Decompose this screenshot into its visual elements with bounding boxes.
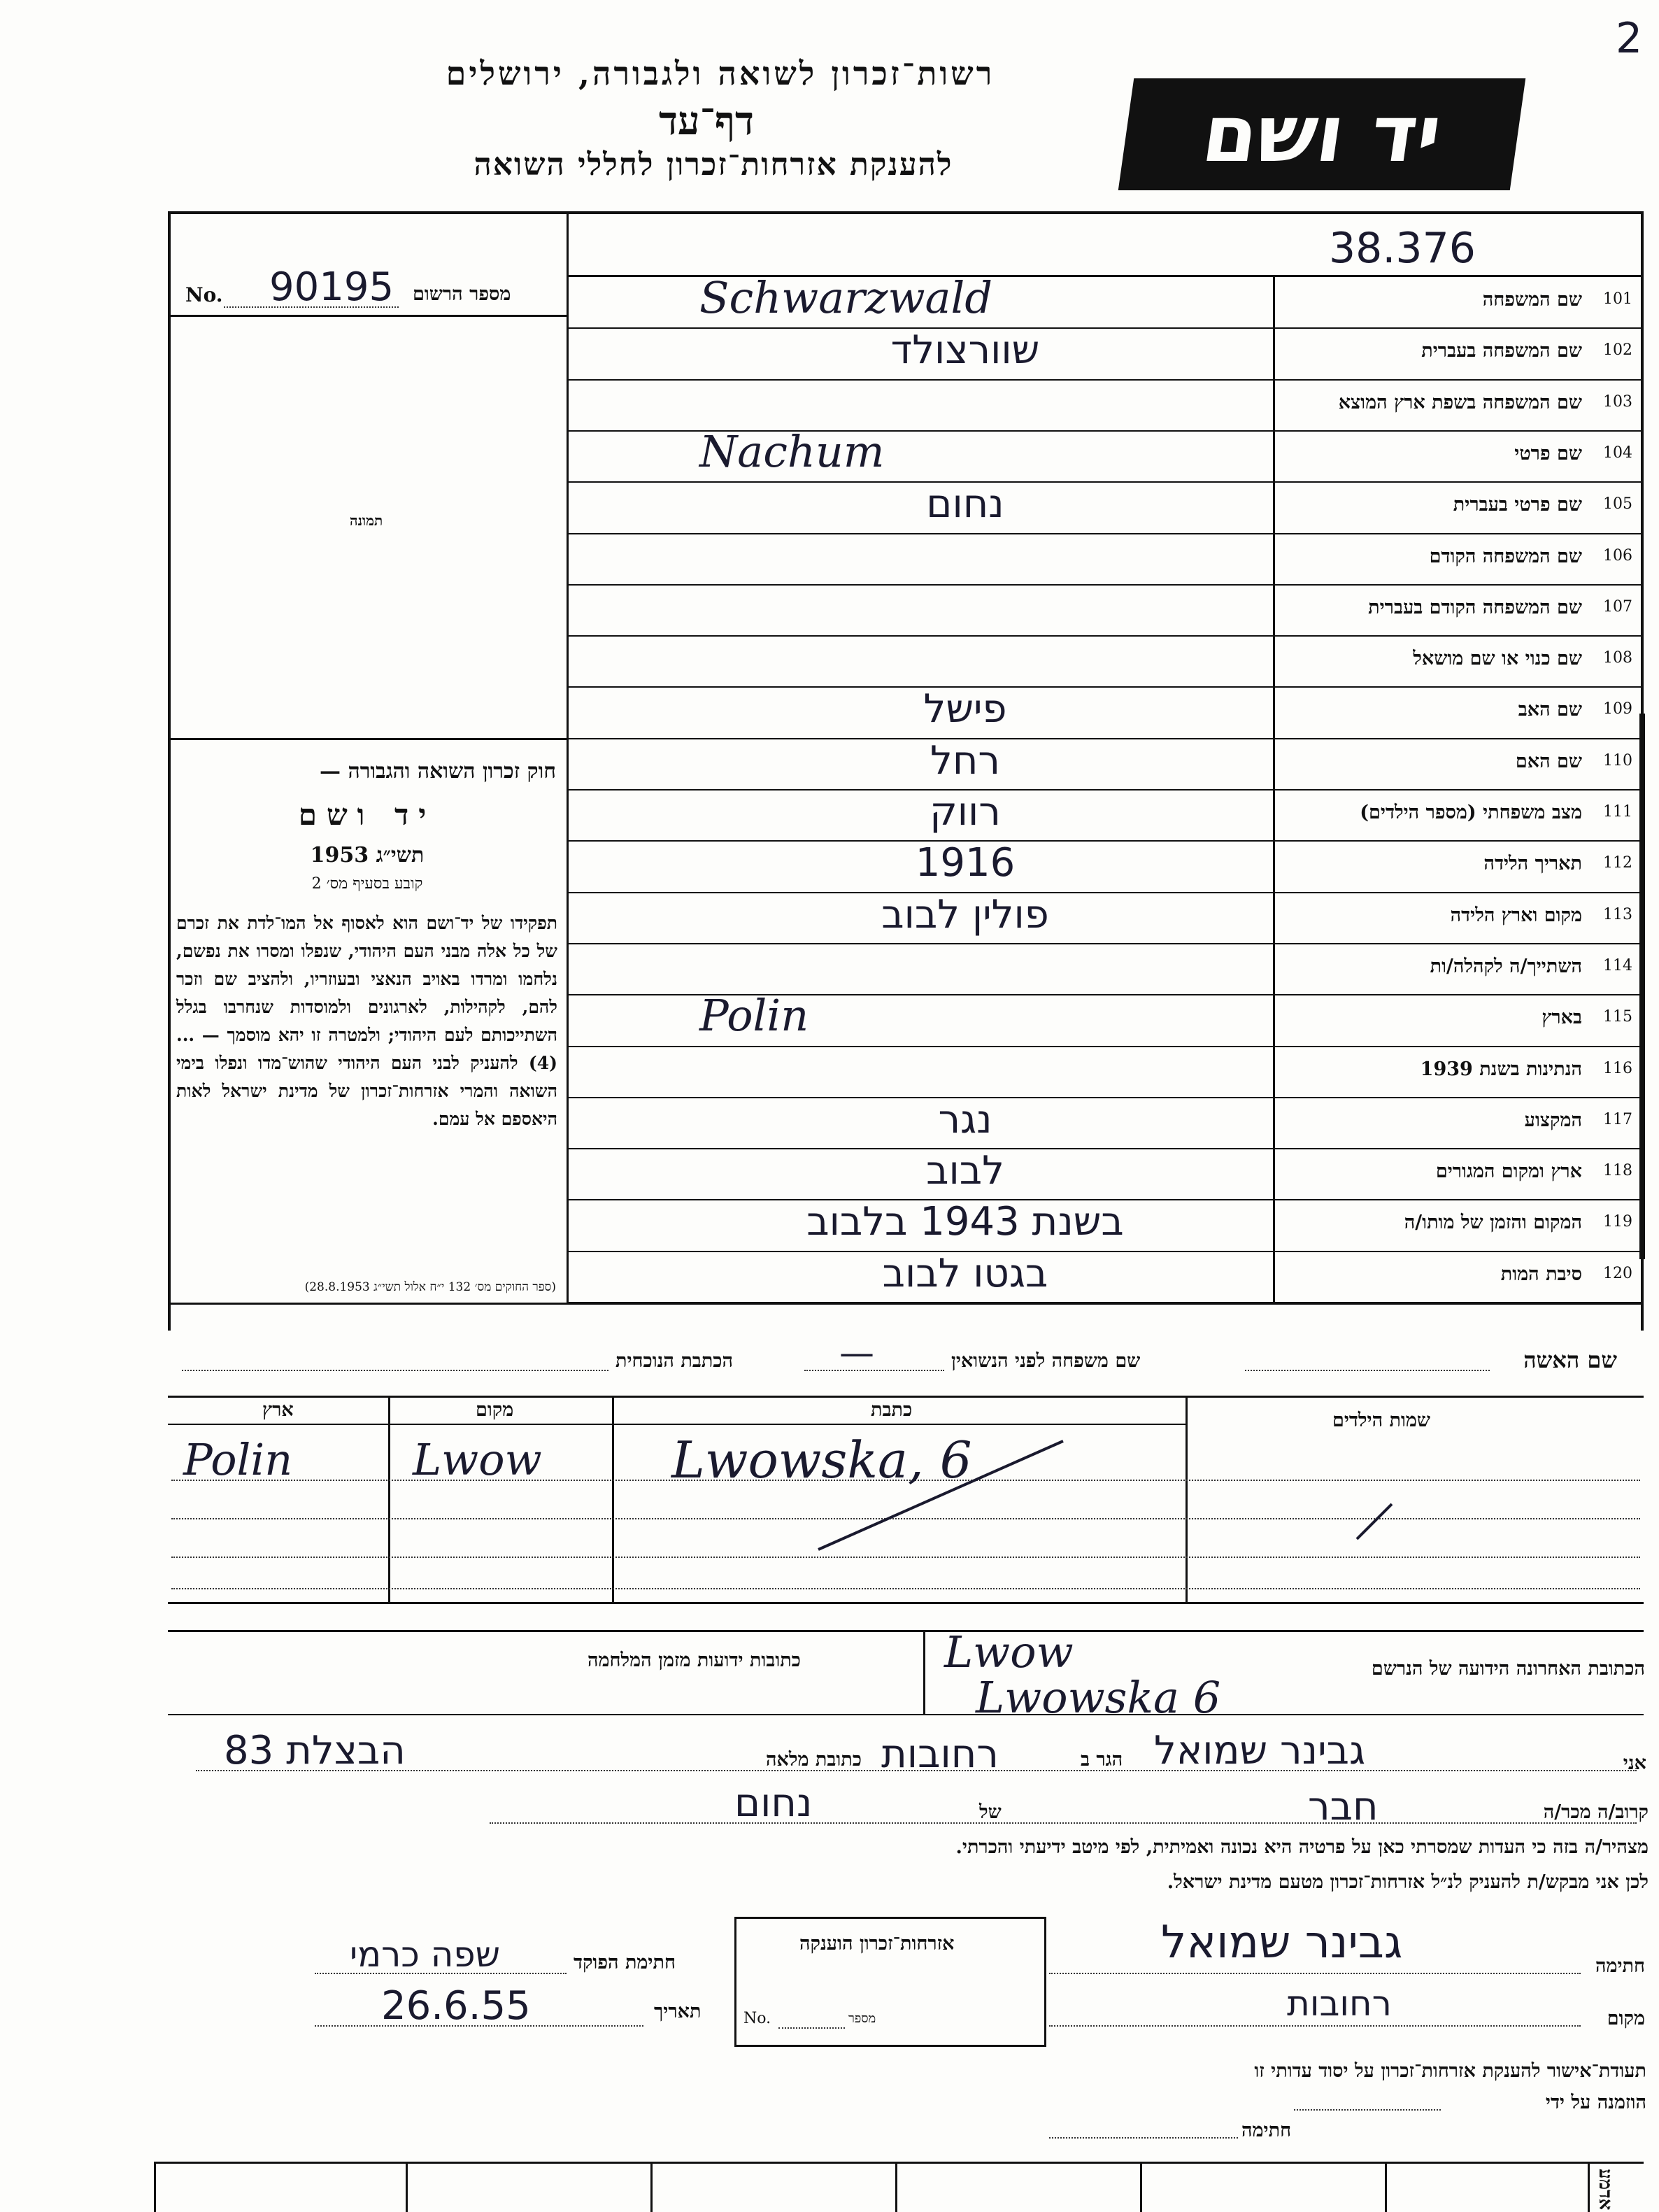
left-thick-mark [1639, 714, 1645, 1259]
bottom-grid-4 [895, 2162, 897, 2212]
children-head-place: מקום [476, 1399, 514, 1421]
law-year: תשי״ג 1953 [310, 843, 425, 867]
frame-left [168, 211, 171, 1331]
corner-mark: 2 [1616, 14, 1643, 63]
last-address-value-1: Lwow [944, 1626, 1074, 1678]
field-value: רחל [930, 737, 1001, 784]
field-label: תאריך הלידה [1483, 853, 1582, 875]
declaration-line-2: לכן אני מבקש/ת להעניק לנ״ל אזרחות־זכרון מטעם מדינת ישראל. [1167, 1871, 1649, 1893]
frame-top [168, 211, 1644, 214]
declarant-signature-value: גבינר שמואל [1161, 1917, 1403, 1969]
file-number: 38.376 [1329, 224, 1476, 273]
field-value: Schwarzwald [699, 272, 993, 323]
field-label: שם פרטי [1514, 442, 1582, 465]
bottom-grid-top [154, 2162, 1644, 2164]
certificate-dots [1294, 2109, 1441, 2111]
bottom-grid-2 [406, 2162, 408, 2212]
spouse-value: — [839, 1333, 874, 1373]
declarant-place-dots [1049, 2025, 1581, 2027]
photo-label: תמונה [350, 512, 383, 529]
declarant-relation-value: חבר [1308, 1784, 1379, 1829]
field-label: שם המשפחה בעברית [1421, 340, 1582, 362]
law-title: חוק זכרון השואה והגבורה — [320, 759, 556, 784]
children-header-rule [168, 1424, 1188, 1425]
children-strike [769, 1427, 1399, 1553]
field-value: Polin [699, 990, 809, 1042]
field-row-rule [567, 379, 1644, 381]
declarant-of-value: נחום [734, 1780, 813, 1826]
certificate-line-1: תעודת־אישור להענקת אזרחות־זכרון על יסוד עדותי זו [1254, 2060, 1646, 2082]
bottom-grid-3 [650, 2162, 653, 2212]
field-label: שם פרטי בעברית [1453, 494, 1582, 516]
children-head-country: ארץ [262, 1399, 294, 1421]
last-address-value-2: Lwowska 6 [976, 1672, 1221, 1723]
field-label: המקום והזמן של מותו/ה [1404, 1212, 1582, 1234]
field-label: שם האם [1515, 750, 1582, 772]
children-dots-3 [171, 1557, 1640, 1558]
declarant-lives-value: רחובות [881, 1731, 999, 1777]
field-number: 102 [1603, 341, 1632, 360]
field-label: המקצוע [1524, 1109, 1582, 1131]
field-number: 103 [1603, 392, 1632, 411]
date-label: תאריך [654, 2001, 702, 2022]
field-label: מצב משפחתי (מספר הילדים) [1360, 802, 1582, 823]
strike-line-2 [1357, 1504, 1392, 1539]
spouse-wife-label: שם האשה [1523, 1347, 1617, 1373]
children-head-names: שמות הילדים [1332, 1410, 1431, 1431]
date-value: 26.6.55 [381, 1983, 531, 2029]
field-label: שם המשפחה הקודם [1429, 545, 1582, 567]
bottom-grid-1 [154, 2162, 156, 2212]
field-number: 110 [1603, 751, 1632, 770]
bottom-grid-7 [1588, 2162, 1590, 2212]
law-name: יד ושם [298, 797, 436, 832]
field-label: שם המשפחה בשפת ארץ המוצא [1338, 391, 1582, 413]
field-number: 112 [1603, 854, 1632, 872]
children-dots-4 [171, 1588, 1640, 1589]
logo-text: יד ושם [1197, 89, 1447, 180]
field-value: פולין לבוב [881, 891, 1049, 937]
field-number: 114 [1603, 956, 1632, 974]
children-bottom [168, 1602, 1644, 1604]
granted-box-title: אזרחות־זכרון הוענקה [799, 1933, 955, 1955]
granted-box-no: No. [743, 2010, 771, 2027]
col-divider-left [567, 211, 569, 1303]
declarant-full-address-label: כתובת מלאה [766, 1749, 862, 1771]
granted-box-dots [778, 2027, 845, 2029]
officer-value: שפה כרמי [350, 1934, 501, 1975]
field-label: ארץ ומקום המגורים [1435, 1161, 1582, 1183]
wartime-addresses-label: כתובות ידועות מזמן המלחמה [588, 1650, 801, 1671]
authority-title: רשות־זכרון לשואה ולגבורה, ירושלים [446, 55, 995, 92]
field-number: 106 [1603, 546, 1632, 565]
children-address-value: Lwowska, 6 [671, 1431, 972, 1489]
form-subtitle: להענקת אזרחות־זכרון לחללי השואה [474, 147, 953, 183]
field-value: לבוב [926, 1148, 1004, 1194]
field-number: 115 [1603, 1008, 1632, 1026]
field-label: השתייך/ה לקהלה/ות [1430, 955, 1582, 977]
strike-line-1 [818, 1441, 1063, 1550]
certificate-line-2: הוזמנה על ידי [1545, 2092, 1646, 2113]
field-row-rule [567, 943, 1644, 944]
spouse-wife-dots [1245, 1370, 1490, 1371]
field-label: שם המשפחה הקודם בעברית [1368, 596, 1582, 618]
field-number: 116 [1603, 1059, 1632, 1077]
certificate-signature-label: חתימה [1241, 2120, 1292, 2141]
officer-label: חתימת הפוקד [574, 1952, 676, 1973]
officer-dots [315, 1973, 567, 1974]
field-label: שם המשפחה [1482, 289, 1582, 311]
declarant-place-value: רחובות [1287, 1983, 1392, 2024]
addresses-mid [923, 1630, 925, 1714]
declarant-signature-label: חתימה [1595, 1955, 1645, 1977]
field-label: שם כנוי או שם מושאל [1413, 648, 1582, 670]
addresses-top [168, 1630, 1644, 1632]
field-row-rule [567, 533, 1644, 534]
law-citation: (ספר החוקים מס׳ 132 י״ח אלול תשי״ג 28.8.1953) [304, 1280, 556, 1294]
declarant-signature-dots [1049, 1973, 1581, 1974]
field-label: מקום וארץ הלידה [1450, 904, 1582, 926]
certificate-signature-dots [1049, 2137, 1238, 2139]
declarant-i-label: אני [1623, 1752, 1646, 1774]
yad-vashem-logo [1118, 78, 1525, 190]
declarant-of-label: של [979, 1801, 1002, 1823]
spouse-maiden-dots [804, 1370, 944, 1371]
field-number: 120 [1603, 1264, 1632, 1282]
declaration-line-1: מצהיר/ה בזה כי העדות שמסרתי כאן על פרטיה היא נכונה ואמיתית, לפי מיטב ידיעתי והכרתי. [955, 1836, 1649, 1858]
spouse-top [168, 1303, 1644, 1305]
registration-no-label: No. [185, 283, 223, 306]
spouse-maiden-label: שם משפחה לפני הנשואין [951, 1350, 1141, 1372]
box-reg-bottom [168, 315, 568, 317]
field-value: בשנת 1943 בלבוב [806, 1199, 1124, 1245]
declarant-line-2 [490, 1822, 1637, 1824]
bottom-grid-6 [1385, 2162, 1387, 2212]
granted-box-no-label: מספר [848, 2011, 876, 2026]
spouse-address-dots [182, 1370, 608, 1371]
field-number: 113 [1603, 905, 1632, 923]
form-title: דף־עד [658, 98, 754, 144]
field-value: נחום [926, 481, 1004, 527]
granted-box [734, 1917, 1046, 2047]
field-label: בארץ [1541, 1007, 1582, 1029]
field-number: 109 [1603, 700, 1632, 718]
field-number: 104 [1603, 444, 1632, 462]
side-stamp: אדמע [1595, 2169, 1616, 2211]
children-div-2 [612, 1396, 614, 1602]
field-number: 117 [1603, 1110, 1632, 1128]
addresses-bottom [168, 1714, 1644, 1715]
field-value: בגטו לבוב [882, 1250, 1048, 1296]
field-value: פישל [923, 686, 1007, 732]
field-row-rule [567, 635, 1644, 637]
field-number: 111 [1603, 803, 1632, 821]
last-address-label: הכתובת האחרונה הידועה של הנרשם [1371, 1658, 1645, 1680]
spouse-address-label: הכתבת הנוכחית [615, 1350, 734, 1372]
field-row-rule [567, 584, 1644, 586]
field-label: שם האב [1518, 699, 1582, 721]
law-body: תפקידו של יד־ושם הוא לאסוף אל המו־לדת את זכרם של כל אלה מבני העם היהודי, שנפלו ומסרו את נפשם, נלחמו ומרדו באויב הנאצי ובעוזריו, ולהציב שם וזכר להם, לקהילות, לארגונים ולמוסדות שנחרבו בגלל השתייכותם לעם היהודי; ולמטרה זו יהא מוסמך — ...(4) להעניק לבני העם היהודי שהוש־מדו ונפלו בימי השואה והמרי אזרחות־זכרון של מדינת ישראל לאות היאספם אל עמם. [176, 913, 557, 1129]
field-value: רווק [930, 789, 1001, 835]
field-label: הנתינות בשנת 1939 [1420, 1058, 1582, 1080]
law-clause: קובע בסעיף מס׳ 2 [311, 875, 423, 893]
field-value: נגר [938, 1096, 992, 1142]
field-row-rule [567, 1046, 1644, 1047]
declarant-full-address-value: הבצלת 83 [224, 1728, 406, 1773]
children-div-1 [388, 1396, 390, 1602]
field-number: 118 [1603, 1162, 1632, 1180]
declarant-place-label: מקום [1607, 2008, 1645, 2029]
date-dots [315, 2025, 643, 2027]
field-value: 1916 [915, 840, 1016, 886]
field-number: 108 [1603, 649, 1632, 667]
field-value: שוורצולד [890, 327, 1040, 374]
field-number: 107 [1603, 597, 1632, 616]
field-number: 105 [1603, 495, 1632, 513]
children-country-value: Polin [183, 1434, 293, 1485]
field-label: סיבת המות [1500, 1263, 1582, 1285]
declarant-lives-label: הגר ב [1081, 1749, 1123, 1771]
children-place-value: Lwow [413, 1434, 542, 1485]
field-value: Nachum [699, 425, 885, 477]
declarant-i-value: גבינר שמואל [1154, 1728, 1366, 1773]
registration-label: מספר הרשום [413, 283, 511, 305]
declarant-line-1 [196, 1770, 1637, 1771]
field-number: 119 [1603, 1213, 1632, 1231]
registration-number: 90195 [269, 264, 394, 310]
declarant-relation-label: קרוב/ה מכר/ה [1543, 1801, 1649, 1823]
children-head-address: כתבת [871, 1399, 913, 1421]
bottom-grid-5 [1140, 2162, 1142, 2212]
field-number: 101 [1603, 290, 1632, 308]
box-photo-bottom [168, 738, 568, 740]
